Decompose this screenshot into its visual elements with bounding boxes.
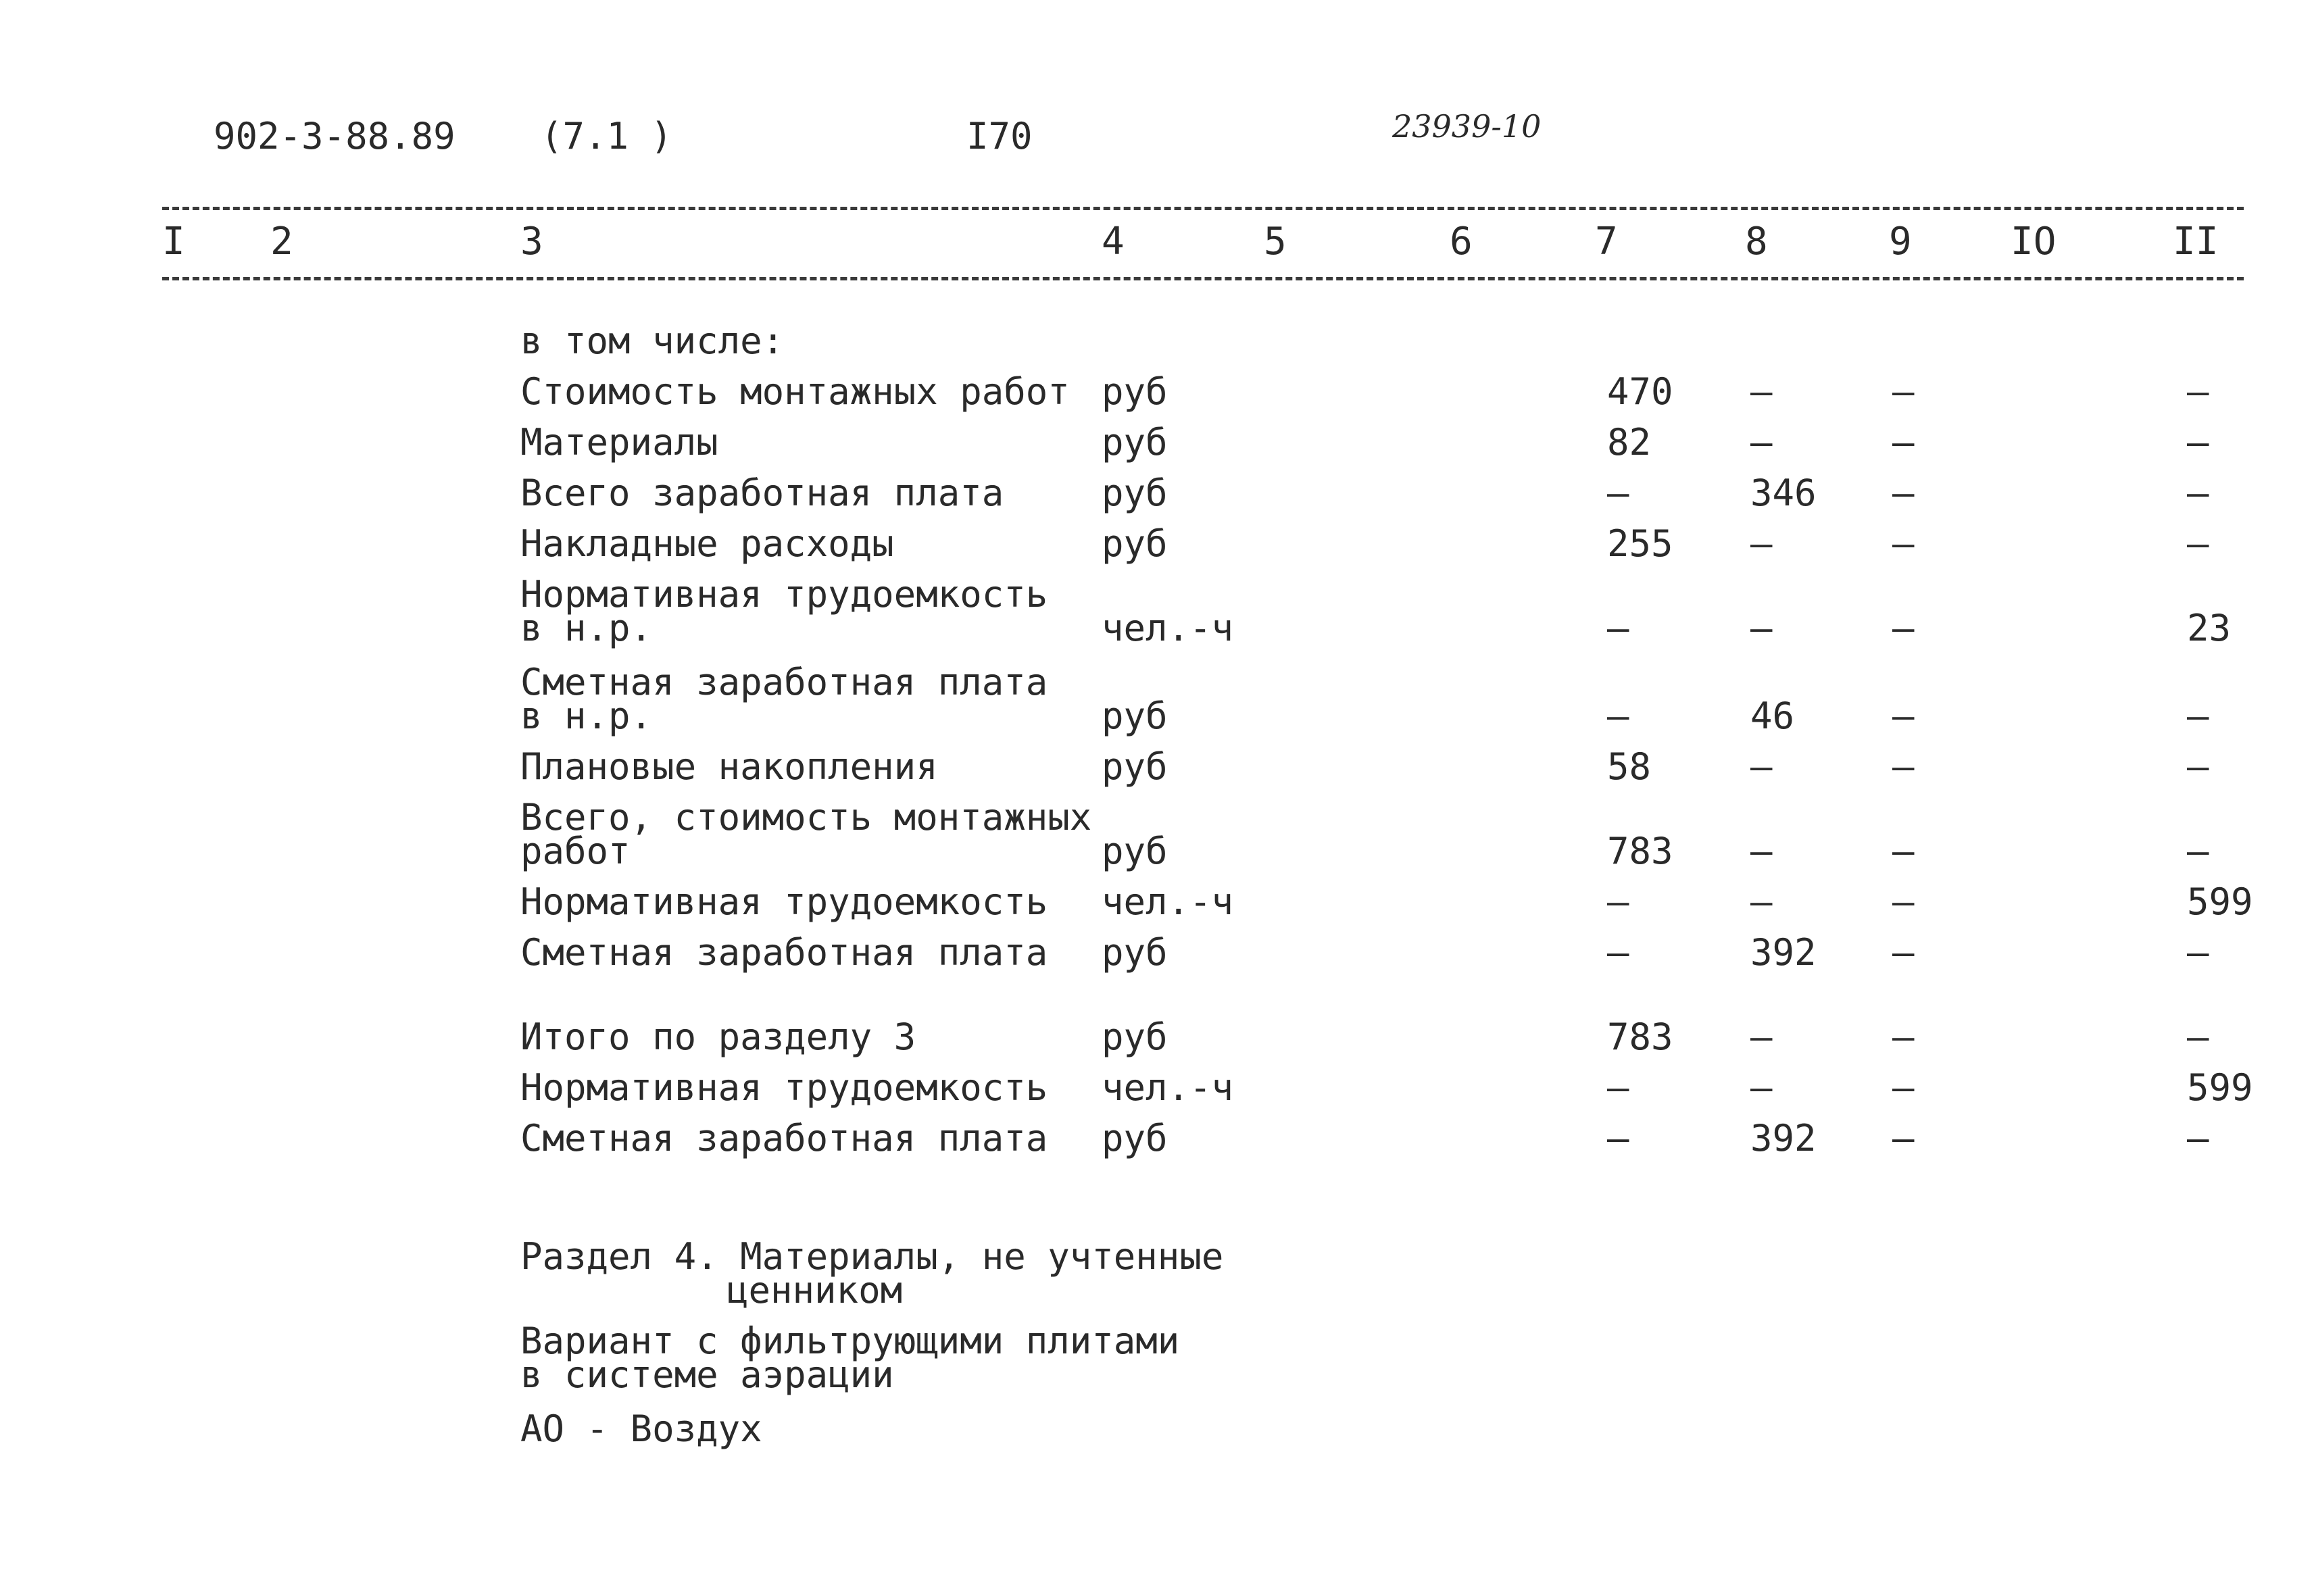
- column-number-7: 7: [1595, 220, 1618, 264]
- row-value-c9: –: [1892, 1016, 1915, 1058]
- row-unit: чел.-ч: [1102, 607, 1234, 649]
- row-value-c11: 599: [2187, 1066, 2253, 1109]
- row-value-c11: –: [2187, 421, 2209, 464]
- section4-variant-line2: в системе аэрации: [520, 1353, 894, 1396]
- row-value-c8: –: [1750, 370, 1773, 413]
- row-unit: руб: [1102, 522, 1168, 565]
- table-header-rule: [162, 277, 2244, 280]
- row-value-c9: –: [1892, 370, 1915, 413]
- row-value-c7: –: [1607, 607, 1629, 649]
- row-label: в том числе:: [520, 320, 785, 362]
- row-value-c9: –: [1892, 931, 1915, 974]
- row-value-c9: –: [1892, 695, 1915, 737]
- row-value-c8: –: [1750, 880, 1773, 923]
- column-number-3: 3: [520, 220, 543, 264]
- row-label: Накладные расходы: [520, 522, 894, 565]
- row-unit: руб: [1102, 421, 1168, 464]
- row-value-c8: 46: [1750, 695, 1795, 737]
- row-value-c9: –: [1892, 1117, 1915, 1159]
- column-number-8: 8: [1745, 220, 1768, 264]
- album-number: (7.1 ): [541, 115, 673, 157]
- row-value-c7: 783: [1607, 830, 1673, 872]
- row-value-c11: –: [2187, 370, 2209, 413]
- row-value-c8: –: [1750, 421, 1773, 464]
- row-unit: чел.-ч: [1102, 880, 1234, 923]
- row-value-c8: –: [1750, 745, 1773, 788]
- column-number-4: 4: [1102, 220, 1125, 264]
- column-number-5: 5: [1264, 220, 1287, 264]
- row-label: в н.р.: [520, 695, 653, 737]
- column-number-10: IO: [2011, 220, 2057, 264]
- row-value-c11: 599: [2187, 880, 2253, 923]
- row-unit: руб: [1102, 472, 1168, 514]
- page-number: I70: [966, 115, 1033, 157]
- section4-variant-line1: Вариант с фильтрующими плитами: [520, 1320, 1180, 1362]
- row-label: Нормативная трудоемкость: [520, 880, 1048, 923]
- inventory-number: 23939-10: [1392, 108, 1542, 145]
- row-value-c11: –: [2187, 931, 2209, 974]
- column-number-1: I: [162, 220, 185, 264]
- row-value-c7: –: [1607, 880, 1629, 923]
- row-label: Всего, стоимость монтажных: [520, 796, 1092, 839]
- row-value-c9: –: [1892, 607, 1915, 649]
- row-value-c7: –: [1607, 472, 1629, 514]
- row-value-c11: –: [2187, 1117, 2209, 1159]
- row-unit: чел.-ч: [1102, 1066, 1234, 1109]
- row-label: Плановые накопления: [520, 745, 938, 788]
- row-value-c8: 346: [1750, 472, 1817, 514]
- document-code: 902-3-88.89: [214, 115, 456, 157]
- row-value-c7: –: [1607, 695, 1629, 737]
- row-unit: руб: [1102, 1117, 1168, 1159]
- row-value-c11: 23: [2187, 607, 2232, 649]
- row-unit: руб: [1102, 745, 1168, 788]
- row-label: Сметная заработная плата: [520, 661, 1048, 703]
- row-value-c11: –: [2187, 472, 2209, 514]
- row-value-c11: –: [2187, 1016, 2209, 1058]
- row-value-c7: 255: [1607, 522, 1673, 565]
- row-value-c7: –: [1607, 1066, 1629, 1109]
- row-value-c8: –: [1750, 522, 1773, 565]
- column-number-6: 6: [1450, 220, 1473, 264]
- row-value-c8: –: [1750, 607, 1773, 649]
- row-label: Материалы: [520, 421, 718, 464]
- row-label: Сметная заработная плата: [520, 931, 1048, 974]
- row-value-c11: –: [2187, 522, 2209, 565]
- row-value-c8: 392: [1750, 1117, 1817, 1159]
- row-value-c9: –: [1892, 472, 1915, 514]
- row-value-c9: –: [1892, 421, 1915, 464]
- row-label: Всего заработная плата: [520, 472, 1004, 514]
- row-value-c9: –: [1892, 830, 1915, 872]
- row-value-c8: 392: [1750, 931, 1817, 974]
- row-unit: руб: [1102, 1016, 1168, 1058]
- row-unit: руб: [1102, 830, 1168, 872]
- row-label: Нормативная трудоемкость: [520, 573, 1048, 616]
- row-value-c7: –: [1607, 931, 1629, 974]
- section4-title-line2: ценником: [727, 1269, 903, 1312]
- column-number-9: 9: [1889, 220, 1912, 264]
- row-unit: руб: [1102, 695, 1168, 737]
- row-label: Сметная заработная плата: [520, 1117, 1048, 1159]
- column-number-2: 2: [270, 220, 293, 264]
- section4-title-line1: Раздел 4. Материалы, не учтенные: [520, 1235, 1224, 1278]
- row-value-c11: –: [2187, 830, 2209, 872]
- row-label: Стоимость монтажных работ: [520, 370, 1070, 413]
- column-number-11: II: [2173, 220, 2219, 264]
- row-value-c7: –: [1607, 1117, 1629, 1159]
- row-value-c8: –: [1750, 1066, 1773, 1109]
- row-value-c8: –: [1750, 830, 1773, 872]
- row-value-c7: 82: [1607, 421, 1652, 464]
- section4-subsection: АО - Воздух: [520, 1407, 762, 1450]
- row-unit: руб: [1102, 370, 1168, 413]
- row-value-c7: 470: [1607, 370, 1673, 413]
- row-label: Нормативная трудоемкость: [520, 1066, 1048, 1109]
- row-value-c9: –: [1892, 522, 1915, 565]
- row-value-c11: –: [2187, 745, 2209, 788]
- table-top-rule: [162, 207, 2244, 210]
- row-value-c7: 58: [1607, 745, 1652, 788]
- row-value-c11: –: [2187, 695, 2209, 737]
- row-unit: руб: [1102, 931, 1168, 974]
- row-value-c9: –: [1892, 1066, 1915, 1109]
- row-value-c9: –: [1892, 880, 1915, 923]
- row-value-c8: –: [1750, 1016, 1773, 1058]
- row-label: в н.р.: [520, 607, 653, 649]
- row-label: Итого по разделу 3: [520, 1016, 916, 1058]
- row-value-c7: 783: [1607, 1016, 1673, 1058]
- row-value-c9: –: [1892, 745, 1915, 788]
- row-label: работ: [520, 830, 631, 872]
